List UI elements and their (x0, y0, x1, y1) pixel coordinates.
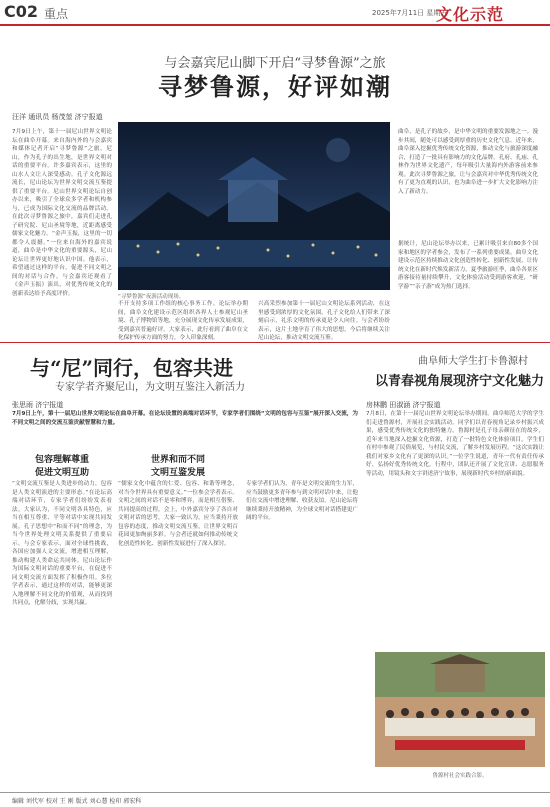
article2-subtitle: 专家学者齐聚尼山，为文明互鉴注入新活力 (55, 382, 245, 393)
footer-editors: 编辑 刘代军 校对 王 刚 版式 刘心慧 检印 郭宏科 (12, 798, 142, 805)
article2-section-b-title-2: 文明互鉴发展 (150, 468, 205, 478)
article2-byline: 张思雨 济宁报道 (12, 401, 64, 409)
issue-date: 2025年7月11日 星期五 (372, 9, 448, 17)
article1-photo (118, 122, 390, 290)
page-number: C02 (4, 2, 39, 21)
article1-photo-caption: “寻梦鲁源”夜游活动现场。 (118, 294, 185, 300)
article3-byline: 房林鹏 田淑涵 济宁报道 (366, 401, 441, 409)
article3-body: 7月8日，在第十一届尼山世界文明论坛举办期间，曲阜师范大学的学生们走进鲁源村，开展社会实践活动。同学们以青春视角记录乡村振兴成果，感受优秀传统文化的独特魅力。鲁源村是孔子母亲颜征在的故乡，近年来当地深入挖掘文化资源，打造了一批特色文化体验项目。学生们在村中参观了民俗展览，与村民交流，了解乡村发展历程。“这次实践让我们对家乡文化有了更深的认识。”一位学生说道，青年一代有责任传承好、弘扬好优秀传统文化。行程中，团队还开展了文化宣讲、志愿服务等活动，用镜头和文字讲述济宁故事，展现新时代乡村的新面貌。 (366, 411, 544, 477)
article2-title: 与“尼”同行，包容共进 (30, 356, 234, 380)
article2-section-b-body: “儒家文化中蕴含的仁爱、包容、和谐等理念，对当今世界具有重要意义。”一位参会学者表示。文明之间的对话不是零和博弈，而是相互借鉴、共同提高的过程。会上，中外嘉宾分享了各自对文明对话的思考，大家一致认为，应当秉持开放包容的态度，推动文明交流互鉴，让世界文明百花园更加绚丽多彩。与会者还就如何推动传统文化创造性转化、创新性发展进行了深入探讨。 (118, 481, 238, 547)
article3-photo-caption: 鲁源村社会实践合影。 (432, 773, 488, 779)
article2-section-a-body: “文明交流互鉴是人类进步的动力，包容是人类文明演进的主要形态。”在论坛高端对话环节，专家学者们纷纷发表看法。大家认为，不同文明各具特色，应当在相互尊重、平等对话中实现共同发展。孔子思想中“和而不同”的理念，为当今世界处理文明关系提供了重要启示。与会专家表示，面对全球性挑战，各国应加强人文交流，增进相互理解，推动构建人类命运共同体。尼山论坛作为国际文明对话的重要平台，在促进不同文明交流方面发挥了积极作用。多位学者表示，通过这样的对话，能够更深入地理解不同文化的价值观，从而找到共同点，化解分歧，实现共赢。 (12, 481, 112, 606)
article1-title: 寻梦鲁源，好评如潮 (158, 72, 392, 101)
footer-rule (0, 792, 550, 793)
section-label: 重点 (44, 7, 69, 21)
article2-section-a-title-2: 促进文明互助 (34, 468, 89, 478)
article2-section-b-title-1: 世界和而不同 (150, 455, 205, 465)
article3-kicker: 曲阜师大学生打卡鲁源村 (418, 356, 528, 367)
article1-col5: 据统计，尼山论坛举办以来，已累计吸引来自80多个国家和地区的学者参会，发布了一系列重要成果。曲阜文化建设示范区持续推动文化创造性转化、创新性发展，让传统文化在新时代焕发新活力。夏季旅游旺季，曲阜各景区游客接待量持续攀升，文化体验活动受到游客欢迎，“研学游”“亲子游”成为热门选择。 (398, 241, 538, 290)
article3-title: 以青春视角展现济宁文化魅力 (375, 374, 545, 389)
night-scene-graphic (118, 122, 390, 290)
group-photo-graphic (375, 652, 545, 767)
masthead (0, 0, 550, 24)
article1-byline: 汪洋 通讯员 杨茂堃 济宁报道 (12, 113, 103, 121)
section-divider (0, 342, 550, 343)
article3-photo (375, 652, 545, 767)
article2-section-b-body-2: 专家学者们认为，青年是文明交流的生力军，应当鼓励更多青年参与到文明对话中来，让他们在交流中增进理解、收获友谊。尼山论坛将继续秉持开放精神，为全球文明对话搭建更广阔的平台。 (246, 481, 358, 521)
article1-col1: 7月9日上午，第十一届尼山世界文明论坛在曲阜开幕。来自海内外的与会嘉宾和媒体记者开启“寻梦鲁源”之旅。尼山，作为孔子的出生地，是世界文明对话的重要平台。许多嘉宾表示，这里的山水人文让人深受感动。孔子文化源远流长，尼山论坛为世界文明交流互鉴提供了重要平台。尼山世界文明论坛自创办以来，吸引了全球众多学者和机构参与，已成为国际文化交流的品牌活动。在此次寻梦鲁源之旅中，嘉宾们走进孔子研究院、尼山圣境等地，近距离感受儒家文化魅力。“金声玉振，这里的一切都令人震撼。”一位来自海外的嘉宾说道，曲阜是中华文化的重要源头，尼山论坛让世界更好地认识中国。他表示，希望通过这样的平台，促进不同文明之间的对话与合作。与会嘉宾还观看了《金声玉振》演出，对优秀传统文化的创新表达给予高度评价。 (12, 129, 112, 297)
article1-col4: 曲阜，是孔子的故乡，是中华文明的重要发源地之一。漫步其间，随处可以感受到厚重的历史文化气息。近年来，曲阜深入挖掘优秀传统文化资源，推动文化与旅游深度融合，打造了一批具有影响力的文化品牌。孔府、孔庙、孔林作为世界文化遗产，每年吸引大量海内外游客前来参观。此次寻梦鲁源之旅，让与会嘉宾对中华优秀传统文化有了更为直观的认识，也为曲阜进一步扩大文化影响力注入了新动力。 (398, 129, 538, 195)
article2-lead: 7月9日上午，第十一届尼山世界文明论坛在曲阜开幕。在论坛设置的高端对话环节，专家学者们围绕“文明的包容与互鉴”展开深入交流，为不同文明之间的交流互鉴贡献智慧和力量。 (12, 411, 358, 426)
masthead-rule (0, 24, 550, 26)
paper-name: 文化示范 (436, 5, 505, 24)
article1-subtitle: 与会嘉宾尼山脚下开启“寻梦鲁源”之旅 (164, 56, 386, 71)
article1-col3: 兴高采烈参加第十一届尼山文明论坛系列活动，在这里感受到浓厚的文化氛围。孔子文化给人们带来了深刻启示，礼乐文明的传承更是令人向往。与会者纷纷表示，这片土地孕育了伟大的思想，今后将继续关注尼山论坛，推动文明交流互鉴。 (258, 301, 390, 341)
article1-col2: 不开支持多项工作组的核心事务工作。论坛举办期间，曲阜文化建设示范区组织各界人士参观尼山圣境、孔子博物馆等地，充分展现文化传承发展成果，受到嘉宾普遍好评。大家表示，此行看到了曲阜在文化保护传承方面的努力，令人印象深刻。 (118, 301, 248, 341)
article2-section-a-title-1: 包容理解尊重 (34, 455, 89, 465)
